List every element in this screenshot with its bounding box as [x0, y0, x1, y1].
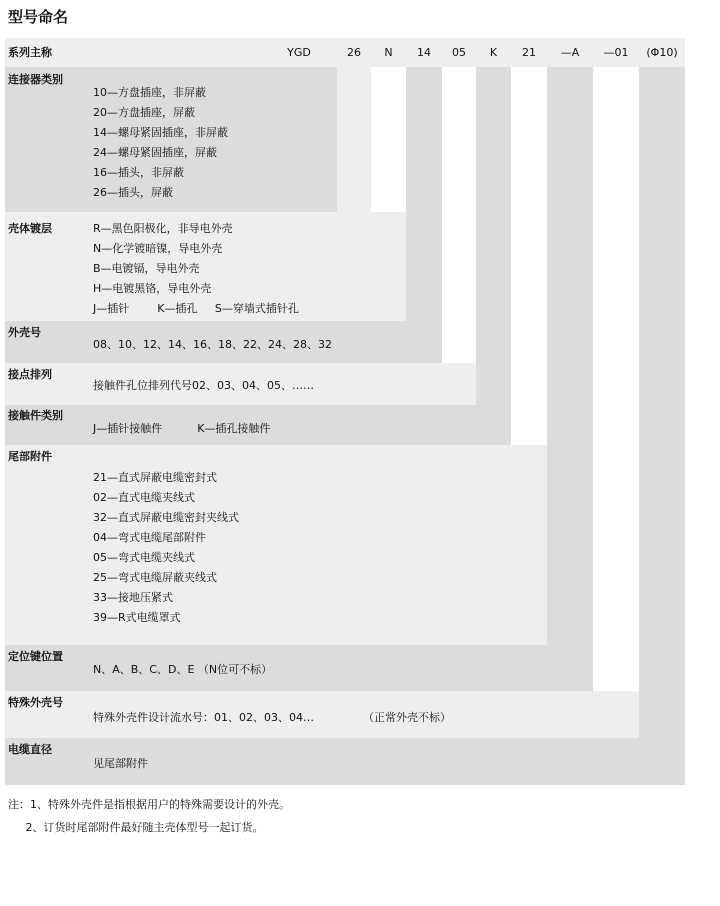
- section-title-key-position: 定位键位置: [8, 650, 63, 663]
- header-label: 系列主称: [8, 46, 52, 59]
- list-item: 10—方盘插座，非屏蔽: [93, 86, 206, 99]
- section-title-contact-arrangement: 接点排列: [8, 368, 52, 381]
- list-item: 39—R式电缆罩式: [93, 611, 181, 624]
- list-item: 21—直式屏蔽电缆密封式: [93, 471, 217, 484]
- list-item: 32—直式屏蔽电缆密封夹线式: [93, 511, 239, 524]
- list-item: 05—弯式电缆夹线式: [93, 551, 195, 564]
- section-title-tail-accessory: 尾部附件: [8, 450, 52, 463]
- list-item: 14—螺母紧固插座，非屏蔽: [93, 126, 228, 139]
- code-plating: N: [384, 46, 393, 59]
- list-item: 20—方盘插座，屏蔽: [93, 106, 195, 119]
- section-title-shell-plating: 壳体镀层: [8, 222, 52, 235]
- list-item: 特殊外壳件设计流水号：01、02、03、04… （正常外壳不标）: [93, 711, 451, 724]
- list-item: B—电镀镉，导电外壳: [93, 262, 200, 275]
- section-title-special-shell: 特殊外壳号: [8, 696, 63, 709]
- section-title-cable-diameter: 电缆直径: [8, 743, 52, 756]
- code-series: YGD: [287, 46, 311, 59]
- list-item: 33—接地压紧式: [93, 591, 173, 604]
- list-item: N、A、B、C、D、E （N位可不标）: [93, 663, 273, 676]
- page-title: 型号命名: [8, 8, 69, 26]
- list-item: 25—弯式电缆屏蔽夹线式: [93, 571, 217, 584]
- list-item: 24—螺母紧固插座，屏蔽: [93, 146, 217, 159]
- column-cable-diameter: [639, 67, 685, 738]
- list-item: 04—弯式电缆尾部附件: [93, 531, 206, 544]
- column-category: [337, 67, 371, 212]
- section-band-6: [5, 445, 547, 645]
- column-contact-type: [476, 67, 511, 405]
- list-item: N—化学镀暗镍，导电外壳: [93, 242, 223, 255]
- code-category: 26: [347, 46, 361, 59]
- list-item: 见尾部附件: [93, 757, 148, 770]
- note-1: 注：1、特殊外壳件是指根据用户的特殊需要设计的外壳。: [8, 798, 290, 811]
- section-title-shell-size: 外壳号: [8, 326, 41, 339]
- column-key-position: [547, 67, 593, 645]
- list-item: H—电镀黑铬，导电外壳: [93, 282, 212, 295]
- list-item: 接触件孔位排列代号02、03、04、05、……: [93, 379, 314, 392]
- section-title-contact-type: 接触件类别: [8, 409, 63, 422]
- column-shell-size: [406, 67, 442, 321]
- code-special-shell: —01: [603, 46, 629, 59]
- list-item: 16—插头，非屏蔽: [93, 166, 184, 179]
- code-contact-type: K: [489, 46, 498, 59]
- code-shell-size: 14: [417, 46, 431, 59]
- code-contact-arrangement: 05: [452, 46, 466, 59]
- list-item: 26—插头，屏蔽: [93, 186, 173, 199]
- list-item: J—插针 K—插孔 S—穿墙式插针孔: [93, 302, 299, 315]
- code-tail-accessory: 21: [522, 46, 536, 59]
- note-2: 2、订货时尾部附件最好随主壳体型号一起订货。: [8, 821, 264, 834]
- code-cable-diameter: (Φ10): [646, 46, 678, 59]
- list-item: J—插针接触件 K—插孔接触件: [93, 422, 271, 435]
- list-item: R—黑色阳极化，非导电外壳: [93, 222, 233, 235]
- code-key-position: —A: [560, 46, 580, 59]
- list-item: 02—直式电缆夹线式: [93, 491, 195, 504]
- section-title-connector-category: 连接器类别: [8, 73, 63, 86]
- list-item: 08、10、12、14、16、18、22、24、28、32: [93, 338, 332, 351]
